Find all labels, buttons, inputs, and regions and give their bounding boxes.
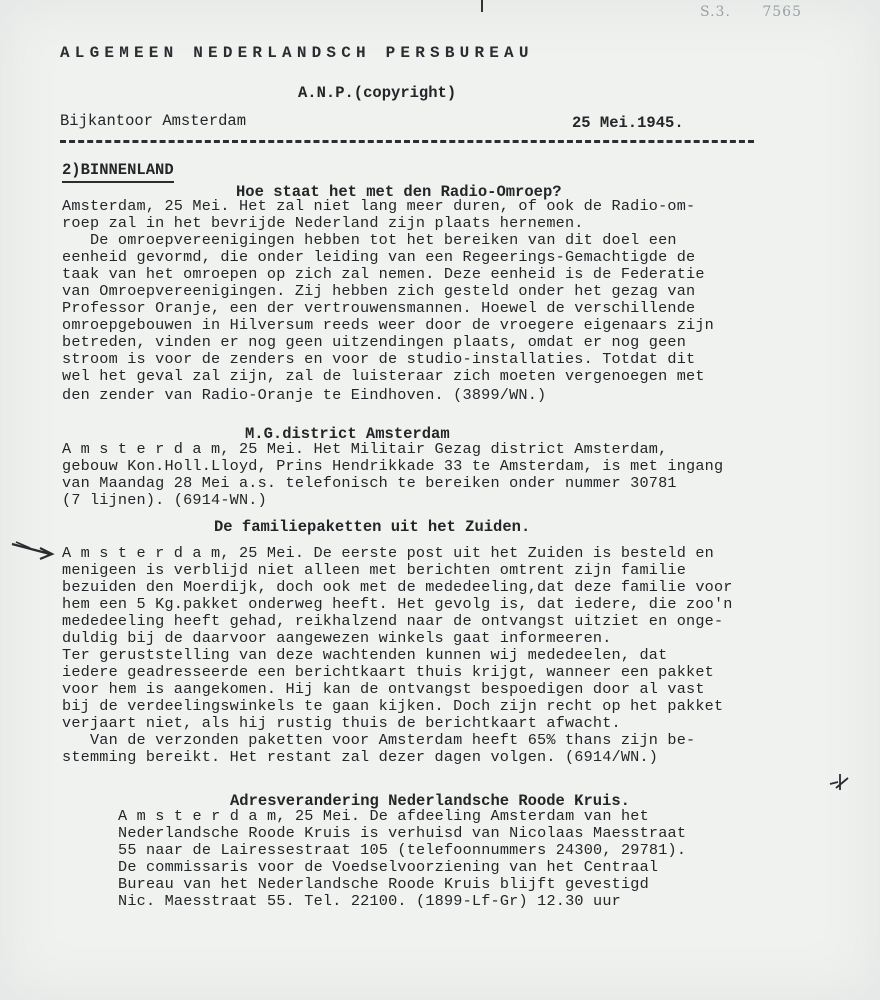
article-line: roep zal in het bevrijde Nederland zijn plaats hernemen.	[62, 214, 584, 232]
article-line: wel het geval zal zijn, zal de luisteraar zich moeten vergenoegen met	[62, 367, 705, 385]
article-line: gebouw Kon.Holl.Lloyd, Prins Hendrikkade 33 te Amsterdam, is met ingang	[62, 457, 724, 475]
article-line: omroepgebouwen in Hilversum reeds weer door de vroegere eigenaars zijn	[62, 316, 714, 334]
article-line: Bureau van het Nederlandsche Roode Kruis blijft gevestigd	[118, 875, 649, 893]
article-line: iedere geadresseerde een berichtkaart thuis krijgt, wanneer een pakket	[62, 663, 714, 681]
article-line: Van de verzonden paketten voor Amsterdam heeft 65% thans zijn be-	[62, 731, 696, 749]
article-line: van Maandag 28 Mei a.s. telefonisch te bereiken onder nummer 30781	[62, 474, 677, 492]
dashed-separator	[60, 140, 754, 143]
article-line: hem een 5 Kg.pakket onderweg heeft. Het gevolg is, dat iedere, die zoo'n	[62, 595, 733, 613]
article-line: Amsterdam, 25 Mei. Het zal niet lang meer duren, of ook de Radio-om-	[62, 197, 696, 215]
article-heading-red-cross: Adresverandering Nederlandsche Roode Kruis.	[230, 792, 630, 810]
article-heading-mg-district: M.G.district Amsterdam	[245, 425, 450, 443]
article-line: betreden, vinden er nog geen uitzendingen plaats, omdat er nog geen	[62, 333, 687, 351]
article-line: Ter geruststelling van deze wachtenden kunnen wij mededeelen, dat	[62, 646, 668, 664]
article-line: verjaart niet, als hij rustig thuis de berichtkaart afwacht.	[62, 714, 621, 732]
article-line: Nederlandsche Roode Kruis is verhuisd van Nicolaas Maesstraat	[118, 824, 687, 842]
office-name: Bijkantoor Amsterdam	[60, 112, 247, 130]
article-line: voor hem is aangekomen. Hij kan de ontvangst bespoedigen door al vast	[62, 680, 705, 698]
article-line: bij de verdeelingswinkels te gaan kijken. Doch zijn recht op het pakket	[62, 697, 724, 715]
document-date: 25 Mei.1945.	[572, 114, 684, 132]
archive-note-number: 7565	[762, 4, 802, 20]
article-line: A m s t e r d a m, 25 Mei. Het Militair Gezag district Amsterdam,	[62, 440, 668, 458]
paper-punch-mark	[481, 0, 483, 12]
article-line: bezuiden den Moerdijk, doch ook met de mededeeling,dat deze familie voor	[62, 578, 733, 596]
margin-check-mark	[828, 772, 852, 792]
article-line: (7 lijnen). (6914-WN.)	[62, 491, 267, 509]
agency-copyright: A.N.P.(copyright)	[298, 84, 457, 102]
article-line: A m s t e r d a m, 25 Mei. De eerste post uit het Zuiden is besteld en	[62, 544, 714, 562]
article-line: A m s t e r d a m, 25 Mei. De afdeeling Amsterdam van het	[118, 807, 649, 825]
article-line: Professor Oranje, een der vertrouwensmannen. Hoewel de verschillende	[62, 299, 696, 317]
article-heading-family-parcels: De familiepaketten uit het Zuiden.	[214, 518, 531, 536]
article-line: stroom is voor de zenders en voor de studio-installaties. Totdat dit	[62, 350, 696, 368]
article-line: 55 naar de Lairessestraat 105 (telefoonnummers 24300, 29781).	[118, 841, 687, 859]
article-line: mededeeling heeft gehad, reikhalzend naar de ontvangst uitziet en onge-	[62, 612, 724, 630]
article-line: eenheid gevormd, die onder leiding van een Regeerings-Gemachtigde de	[62, 248, 696, 266]
article-line: stemming bereikt. Het restant zal dezer dagen volgen. (6914/WN.)	[62, 748, 659, 766]
archive-pencil-notes	[700, 4, 828, 20]
article-line: Nic. Maesstraat 55. Tel. 22100. (1899-Lf-Gr) 12.30 uur	[118, 892, 621, 910]
article-line: De commissaris voor de Voedselvoorziening van het Centraal	[118, 858, 659, 876]
article-line: van Omroepvereenigingen. Zij hebben zich gesteld onder het gezag van	[62, 282, 696, 300]
section-title: 2)BINNENLAND	[62, 161, 174, 183]
article-line: menigeen is verblijd niet alleen met berichten omtrent zijn familie	[62, 561, 687, 579]
article-line: den zender van Radio-Oranje te Eindhoven. (3899/WN.)	[62, 386, 547, 404]
article-line: duldig bij de daarvoor aangewezen winkels gaat informeeren.	[62, 629, 612, 647]
article-line: taak van het omroepen op zich zal nemen. Deze eenheid is de Federatie	[62, 265, 705, 283]
margin-arrow-mark	[10, 540, 56, 562]
article-heading-radio: Hoe staat het met den Radio-Omroep?	[236, 183, 562, 201]
article-line: De omroepvereenigingen hebben tot het bereiken van dit doel een	[62, 231, 677, 249]
archive-note-shelf: S.3.	[700, 4, 731, 20]
letterhead: ALGEMEEN NEDERLANDSCH PERSBUREAU	[60, 44, 534, 62]
